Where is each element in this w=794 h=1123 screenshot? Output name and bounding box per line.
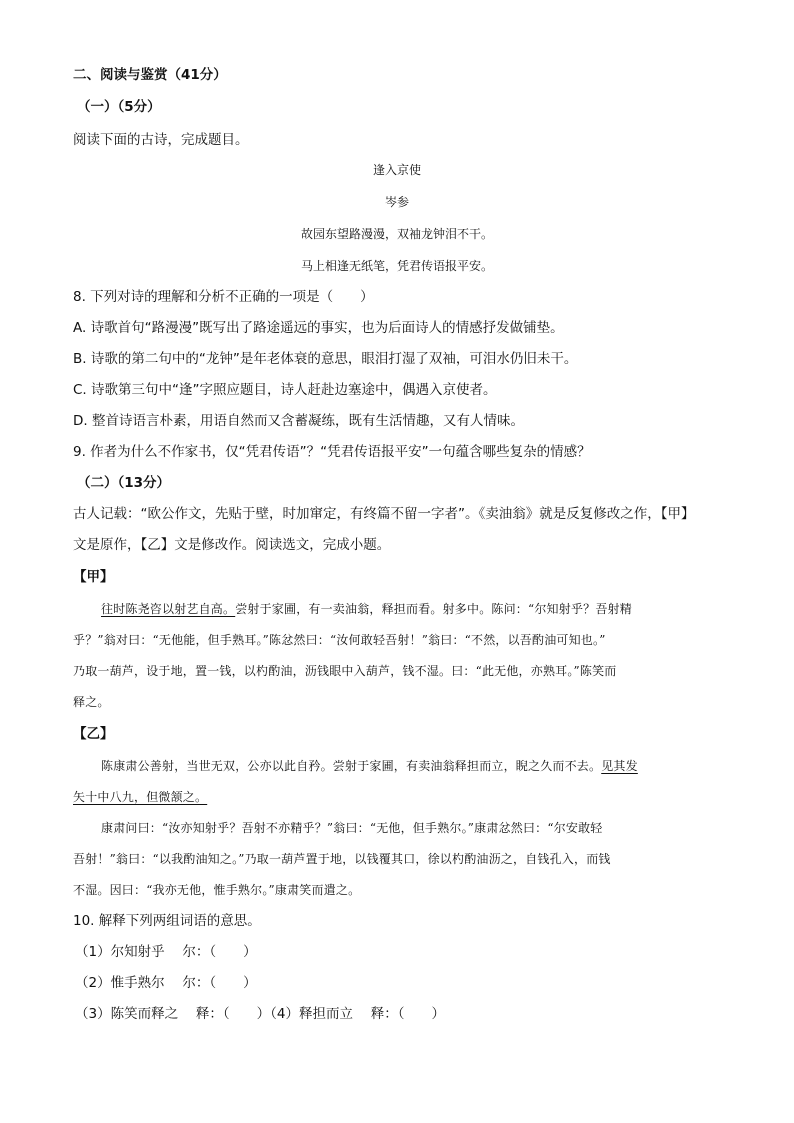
passage-yi-line-3: 康肃问曰：“汝亦知射乎？吾射不亦精乎？”翁曰：“无他，但手熟尔。”康肃忿然曰：“尔安敢轻 [101,821,603,835]
passage-jia-label: 【甲】 [73,569,114,585]
passage-jia-line-1 [101,601,632,617]
passage-yi-label: 【乙】 [73,726,114,742]
passage-yi-line-1 [101,758,638,774]
option-a: A. 诗歌首句“路漫漫”既写出了路途遥远的事实，也为后面诗人的情感抒发做铺垫。 [73,320,564,336]
question-10-item-1: （1）尔知射乎 尔：（ ） [75,944,257,960]
part2-heading: （二）（13分） [77,475,171,491]
option-b: B. 诗歌的第二句中的“龙钟”是年老体衰的意思，眼泪打湿了双袖，可泪水仍旧未干。 [73,351,578,367]
poem-line-1: 故园东望路漫漫，双袖龙钟泪不干。 [300,227,493,241]
passage-text: 陈康肃公善射，当世无双，公亦以此自矜。尝射于家圃，有卖油翁释担而立，睨之久而不去。 [101,759,602,773]
passage-jia-line-3: 乃取一葫芦，设于地，置一钱，以杓酌油，沥钱眼中入葫芦，钱不湿。曰：“此无他，亦熟耳。”陈笑而 [73,664,617,678]
passage-text: 尝射于家圃，有一卖油翁，释担而看。射多中。陈问：“尔知射乎？吾射精 [235,602,632,616]
poem-author: 岑参 [384,195,409,209]
part2-intro-line-2: 文是原作，【乙】文是修改作。阅读选文，完成小题。 [73,537,391,553]
question-10-item-2: （2）惟手熟尔 尔：（ ） [75,975,257,991]
part1-instruction: 阅读下面的古诗，完成题目。 [73,132,249,148]
question-10-item-3-4: （3）陈笑而释之 释：（ ）（4）释担而立 释：（ ） [75,1006,446,1022]
passage-jia-line-2: 乎？”翁对曰：“无他能，但手熟耳。”陈忿然曰：“汝何敢轻吾射！”翁曰：“不然，以吾酌油可知也。” [73,633,606,647]
section-heading: 二、阅读与鉴赏（41分） [73,67,227,83]
poem-title: 逢入京使 [372,163,421,177]
question-9: 9. 作者为什么不作家书，仅“凭君传语”？“凭君传语报平安”一句蕴含哪些复杂的情感？ [73,444,591,460]
option-d: D. 整首诗语言朴素，用语自然而又含蓄凝练，既有生活情趣，又有人情味。 [73,413,524,429]
question-10: 10. 解释下列两组词语的意思。 [73,913,261,929]
passage-yi-line-5: 不湿。因曰：“我亦无他，惟手熟尔。”康肃笑而遣之。 [73,883,361,897]
part1-heading: （一）（5分） [77,99,161,115]
underlined-sentence: 矢十中八九，但微颔之。 [73,790,208,804]
passage-yi-line-2 [73,789,207,805]
part2-intro-line-1: 古人记载：“欧公作文，先贴于壁，时加窜定，有终篇不留一字者”。《卖油翁》就是反复修改之作，【甲】 [73,506,695,522]
passage-jia-line-4: 释之。 [73,695,110,709]
poem-line-2: 马上相逢无纸笔，凭君传语报平安。 [300,259,493,273]
passage-yi-line-4: 吾射！”翁曰：“以我酌油知之。”乃取一葫芦置于地，以钱覆其口，徐以杓酌油沥之，自钱孔入，而钱 [73,852,611,866]
option-c: C. 诗歌第三句中“逢”字照应题目，诗人赶赴边塞途中，偶遇入京使者。 [73,382,497,398]
question-8: 8. 下列对诗的理解和分析不正确的一项是（ ） [73,289,374,305]
underlined-sentence: 见其发 [601,759,638,773]
underlined-sentence: 往时陈尧咨以射艺自高。 [101,602,236,616]
